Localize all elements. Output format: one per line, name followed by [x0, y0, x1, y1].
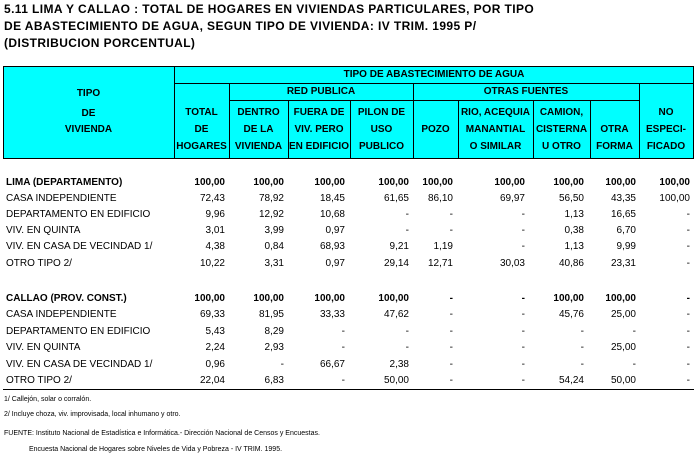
header-rio-2: MANANTIAL — [465, 124, 526, 135]
table-cell: 0,97 — [325, 258, 345, 269]
table-cell: - — [341, 375, 345, 386]
row-label: OTRO TIPO 2/ — [6, 375, 72, 386]
header-pilon-1: PILON DE — [357, 107, 406, 118]
table-cell: 18,45 — [319, 193, 345, 204]
header-tipo-line-3: VIVIENDA — [64, 124, 113, 135]
table-cell: - — [521, 375, 525, 386]
table-cell: - — [521, 293, 525, 304]
table-cell: 100,00 — [194, 177, 225, 188]
row-label: VIV. EN CASA DE VECINDAD 1/ — [6, 241, 153, 252]
table-cell: 3,99 — [264, 225, 284, 236]
table-cell: 6,83 — [264, 375, 284, 386]
table-cell: 100,00 — [494, 177, 525, 188]
table-cell: 100,00 — [553, 293, 584, 304]
table-cell: 22,04 — [199, 375, 225, 386]
table-cell: - — [521, 225, 525, 236]
header-camion-2: CISTERNA — [535, 124, 588, 135]
table-cell: 61,65 — [383, 193, 409, 204]
table-cell: - — [521, 209, 525, 220]
table-cell: - — [521, 342, 525, 353]
table-cell: - — [449, 326, 453, 337]
row-label: VIV. EN CASA DE VECINDAD 1/ — [6, 359, 153, 370]
table-cell: 12,92 — [258, 209, 284, 220]
table-cell: 3,31 — [264, 258, 284, 269]
header-dentro-3: VIVIENDA — [234, 141, 283, 152]
table-row — [0, 374, 695, 388]
table-cell: 2,38 — [389, 359, 409, 370]
table-cell: 12,71 — [427, 258, 453, 269]
table-row — [0, 208, 695, 222]
table-cell: 25,00 — [610, 342, 636, 353]
table-cell: 81,95 — [258, 309, 284, 320]
table-cell: 68,93 — [319, 241, 345, 252]
table-cell: 78,92 — [258, 193, 284, 204]
header-otra-2: FORMA — [596, 141, 633, 152]
header-pilon-3: PUBLICO — [359, 141, 404, 152]
table-row — [0, 257, 695, 271]
table-cell: 54,24 — [558, 375, 584, 386]
table-cell: - — [280, 359, 284, 370]
table-cell: - — [405, 225, 409, 236]
table-cell: 23,31 — [610, 258, 636, 269]
table-cell: 2,24 — [205, 342, 225, 353]
table-cell: 0,84 — [264, 241, 284, 252]
header-red-publica: RED PUBLICA — [286, 86, 356, 97]
header-tipo-line-2: DE — [81, 108, 96, 119]
table-cell: 100,00 — [314, 293, 345, 304]
table-title-line-1: 5.11 LIMA Y CALLAO : TOTAL DE HOGARES EN VIVIENDAS PARTICULARES, POR TIPO — [4, 2, 535, 16]
table-cell: 50,00 — [383, 375, 409, 386]
header-fuera-1: FUERA DE — [293, 107, 345, 118]
header-pozo: POZO — [421, 124, 450, 135]
table-title-line-3: (DISTRIBUCION PORCENTUAL) — [4, 36, 196, 50]
table-cell: 100,00 — [378, 293, 409, 304]
header-otras-fuentes: OTRAS FUENTES — [483, 86, 569, 97]
table-cell: 30,03 — [499, 258, 525, 269]
table-row — [0, 176, 695, 190]
table-cell: - — [449, 359, 453, 370]
table-cell: 2,93 — [264, 342, 284, 353]
table-cell: - — [686, 326, 690, 337]
table-cell: 100,00 — [605, 177, 636, 188]
table-cell: - — [521, 241, 525, 252]
footnote-source: FUENTE: Instituto Nacional de Estadística e Informática.- Dirección Nacional de Censos y Encuestas. — [4, 430, 320, 437]
table-row — [0, 308, 695, 322]
header-tipo-line-1: TIPO — [76, 88, 101, 99]
table-cell: - — [449, 309, 453, 320]
table-bottom-rule — [3, 389, 694, 390]
table-cell: 9,99 — [616, 241, 636, 252]
table-cell: 0,96 — [205, 359, 225, 370]
table-cell: 45,76 — [558, 309, 584, 320]
row-label: DEPARTAMENTO EN EDIFICIO — [6, 209, 151, 220]
table-cell: - — [632, 326, 636, 337]
table-cell: 6,70 — [616, 225, 636, 236]
header-total-1: TOTAL — [185, 107, 218, 118]
row-label: LIMA (DEPARTAMENTO) — [6, 177, 123, 188]
table-cell: 47,62 — [383, 309, 409, 320]
table-cell: 56,50 — [558, 193, 584, 204]
table-row — [0, 358, 695, 372]
table-cell: 29,14 — [383, 258, 409, 269]
table-cell: - — [405, 342, 409, 353]
row-label: CALLAO (PROV. CONST.) — [6, 293, 127, 304]
table-cell: 4,38 — [205, 241, 225, 252]
header-dentro-1: DENTRO — [237, 107, 280, 118]
table-cell: - — [686, 309, 690, 320]
table-cell: 10,68 — [319, 209, 345, 220]
table-cell: - — [686, 241, 690, 252]
table-cell: 25,00 — [610, 309, 636, 320]
footnote-2: 2/ Incluye choza, viv. improvisada, local inhumano y otro. — [4, 411, 181, 418]
table-cell: 3,01 — [205, 225, 225, 236]
table-cell: - — [686, 258, 690, 269]
table-cell: - — [580, 326, 584, 337]
header-dentro-2: DE LA — [243, 124, 274, 135]
table-cell: 100,00 — [422, 177, 453, 188]
table-cell: 72,43 — [199, 193, 225, 204]
table-cell: - — [405, 209, 409, 220]
table-cell: 16,65 — [610, 209, 636, 220]
table-cell: 100,00 — [659, 193, 690, 204]
row-label: VIV. EN QUINTA — [6, 225, 81, 236]
row-label: VIV. EN QUINTA — [6, 342, 81, 353]
table-cell: 9,96 — [205, 209, 225, 220]
header-camion-1: CAMION, — [539, 107, 584, 118]
table-cell: - — [521, 359, 525, 370]
table-cell: - — [686, 225, 690, 236]
footnote-1: 1/ Callejón, solar o corralón. — [4, 396, 92, 403]
table-cell: - — [632, 359, 636, 370]
table-cell: - — [580, 359, 584, 370]
table-row — [0, 292, 695, 306]
header-pilon-2: USO — [370, 124, 393, 135]
table-cell: 100,00 — [194, 293, 225, 304]
header-total-3: HOGARES — [176, 141, 227, 152]
table-title-line-2: DE ABASTECIMIENTO DE AGUA, SEGUN TIPO DE VIVIENDA: IV TRIM. 1995 P/ — [4, 19, 477, 33]
table-cell: - — [686, 342, 690, 353]
table-row — [0, 341, 695, 355]
table-cell: - — [449, 293, 453, 304]
table-cell: - — [341, 342, 345, 353]
header-fuera-2: VIV. PERO — [294, 124, 344, 135]
row-label: OTRO TIPO 2/ — [6, 258, 72, 269]
row-label: DEPARTAMENTO EN EDIFICIO — [6, 326, 151, 337]
header-no-esp-3: FICADO — [646, 141, 686, 152]
header-total-2: DE — [194, 124, 209, 135]
header-rio-1: RIO, ACEQUIA — [460, 107, 531, 118]
table-cell: - — [521, 326, 525, 337]
header-tipo-abastecimiento: TIPO DE ABASTECIMIENTO DE AGUA — [343, 69, 525, 80]
table-cell: 100,00 — [253, 293, 284, 304]
table-cell: - — [449, 342, 453, 353]
table-cell: 10,22 — [199, 258, 225, 269]
table-cell: 50,00 — [610, 375, 636, 386]
footnote-survey: Encuesta Nacional de Hogares sobre Niveles de Vida y Pobreza - IV TRIM. 1995. — [29, 446, 283, 453]
header-no-esp-1: NO — [658, 107, 674, 118]
table-cell: - — [521, 309, 525, 320]
table-row — [0, 224, 695, 238]
table-cell: 8,29 — [264, 326, 284, 337]
table-cell: 100,00 — [378, 177, 409, 188]
table-cell: 1,19 — [433, 241, 453, 252]
row-label: CASA INDEPENDIENTE — [6, 309, 117, 320]
table-header — [3, 66, 694, 159]
table-cell: 0,38 — [564, 225, 584, 236]
table-cell: - — [686, 359, 690, 370]
header-fuera-3: EN EDIFICIO — [288, 141, 349, 152]
table-cell: - — [341, 326, 345, 337]
table-cell: 69,33 — [199, 309, 225, 320]
table-cell: 69,97 — [499, 193, 525, 204]
table-cell: - — [686, 209, 690, 220]
table-cell: - — [580, 342, 584, 353]
table-cell: 9,21 — [389, 241, 409, 252]
table-cell: 100,00 — [605, 293, 636, 304]
table-cell: 0,97 — [325, 225, 345, 236]
table-cell: - — [449, 225, 453, 236]
table-cell: 100,00 — [553, 177, 584, 188]
table-cell: - — [686, 375, 690, 386]
header-camion-3: U OTRO — [542, 141, 581, 152]
table-cell: 1,13 — [564, 209, 584, 220]
table-cell: 33,33 — [319, 309, 345, 320]
table-cell: 100,00 — [253, 177, 284, 188]
table-cell: 86,10 — [427, 193, 453, 204]
header-rio-3: O SIMILAR — [469, 141, 522, 152]
table-cell: 100,00 — [314, 177, 345, 188]
table-cell: 100,00 — [659, 177, 690, 188]
header-no-esp-2: ESPECI- — [645, 124, 686, 135]
table-cell: - — [449, 375, 453, 386]
table-row — [0, 240, 695, 254]
table-cell: 43,35 — [610, 193, 636, 204]
row-label: CASA INDEPENDIENTE — [6, 193, 117, 204]
table-cell: 66,67 — [319, 359, 345, 370]
table-cell: 40,86 — [558, 258, 584, 269]
table-cell: - — [405, 326, 409, 337]
table-cell: 1,13 — [564, 241, 584, 252]
table-cell: - — [449, 209, 453, 220]
header-otra-1: OTRA — [600, 124, 629, 135]
table-cell: - — [686, 293, 690, 304]
table-row — [0, 192, 695, 206]
table-cell: 5,43 — [205, 326, 225, 337]
table-row — [0, 325, 695, 339]
